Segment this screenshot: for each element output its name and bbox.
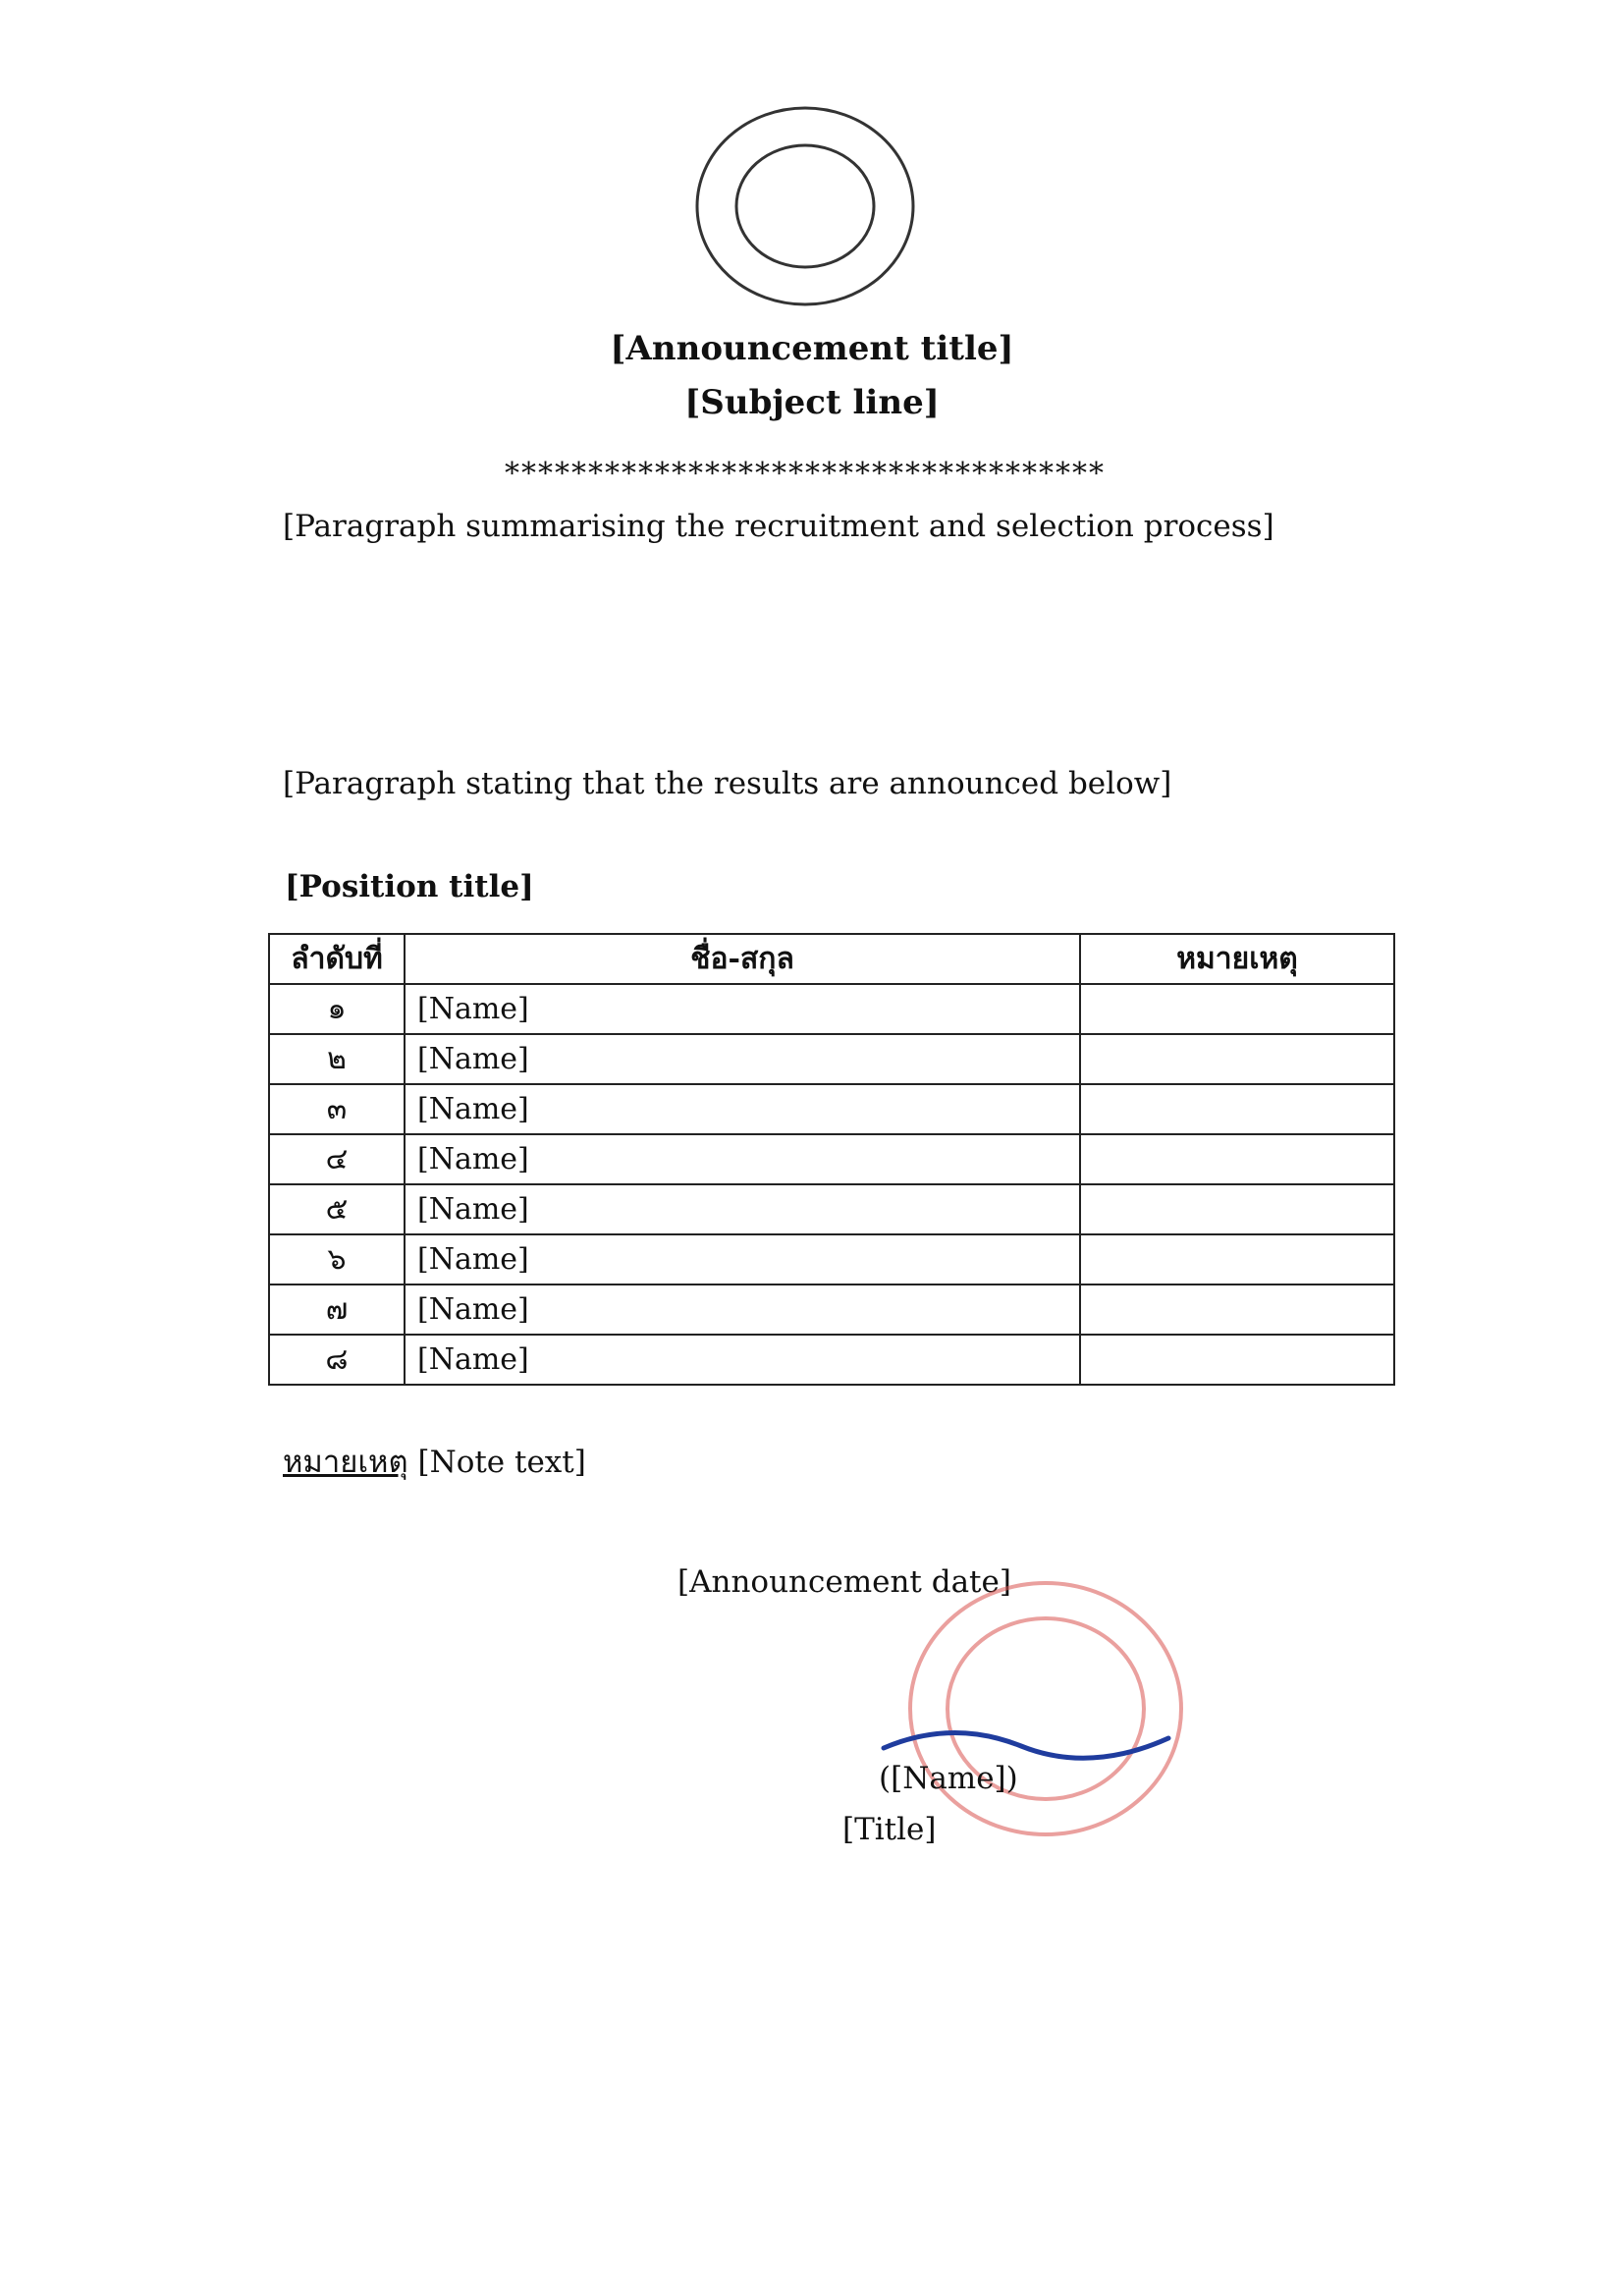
row-remark bbox=[1080, 984, 1394, 1034]
divider-stars: ************************************ bbox=[505, 457, 1106, 491]
note-text: [Note text] bbox=[417, 1445, 586, 1480]
column-header-name: ชื่อ-สกุล bbox=[405, 934, 1080, 984]
row-remark bbox=[1080, 1184, 1394, 1234]
row-number: ๕ bbox=[269, 1184, 405, 1234]
body-paragraph-2 bbox=[185, 758, 1424, 810]
note-paragraph bbox=[185, 1437, 1424, 1489]
table-row bbox=[269, 984, 1394, 1034]
announcement-date: [Announcement date] bbox=[677, 1564, 1011, 1600]
row-number: ๗ bbox=[269, 1285, 405, 1335]
row-remark bbox=[1080, 1134, 1394, 1184]
signer-name: ([Name]) bbox=[879, 1761, 1018, 1796]
table-row bbox=[269, 1285, 1394, 1335]
emblem bbox=[687, 93, 923, 319]
row-name: [Name] bbox=[405, 1234, 1080, 1285]
table-row bbox=[269, 1084, 1394, 1134]
table-row bbox=[269, 1335, 1394, 1385]
table-row bbox=[269, 1234, 1394, 1285]
table-row bbox=[269, 1134, 1394, 1184]
row-number: ๘ bbox=[269, 1335, 405, 1385]
row-name: [Name] bbox=[405, 1134, 1080, 1184]
body-paragraph-1 bbox=[185, 501, 1424, 553]
row-name: [Name] bbox=[405, 1285, 1080, 1335]
column-header-order: ลำดับที่ bbox=[269, 934, 405, 984]
row-name: [Name] bbox=[405, 1335, 1080, 1385]
row-remark bbox=[1080, 1285, 1394, 1335]
row-remark bbox=[1080, 1335, 1394, 1385]
row-number: ๔ bbox=[269, 1134, 405, 1184]
table-row bbox=[269, 1184, 1394, 1234]
table-row bbox=[269, 1034, 1394, 1084]
row-number: ๒ bbox=[269, 1034, 405, 1084]
row-number: ๓ bbox=[269, 1084, 405, 1134]
row-remark bbox=[1080, 1234, 1394, 1285]
row-name: [Name] bbox=[405, 1034, 1080, 1084]
signer-title: [Title] bbox=[842, 1812, 937, 1847]
row-remark bbox=[1080, 1034, 1394, 1084]
announcement-title: [Announcement title] bbox=[610, 329, 1014, 368]
row-number: ๑ bbox=[269, 984, 405, 1034]
body-paragraph-1-text: [Paragraph summarising the recruitment and selection process] bbox=[283, 509, 1274, 544]
row-number: ๖ bbox=[269, 1234, 405, 1285]
announcement-subject: [Subject line] bbox=[684, 383, 940, 422]
position-label: [Position title] bbox=[285, 869, 534, 904]
note-label: หมายเหตุ bbox=[283, 1445, 408, 1480]
body-paragraph-2-text: [Paragraph stating that the results are announced below] bbox=[283, 766, 1172, 801]
row-name: [Name] bbox=[405, 1184, 1080, 1234]
row-name: [Name] bbox=[405, 984, 1080, 1034]
row-remark bbox=[1080, 1084, 1394, 1134]
row-name: [Name] bbox=[405, 1084, 1080, 1134]
column-header-remark: หมายเหตุ bbox=[1080, 934, 1394, 984]
results-table bbox=[268, 933, 1395, 1386]
table-header-row bbox=[269, 934, 1394, 984]
